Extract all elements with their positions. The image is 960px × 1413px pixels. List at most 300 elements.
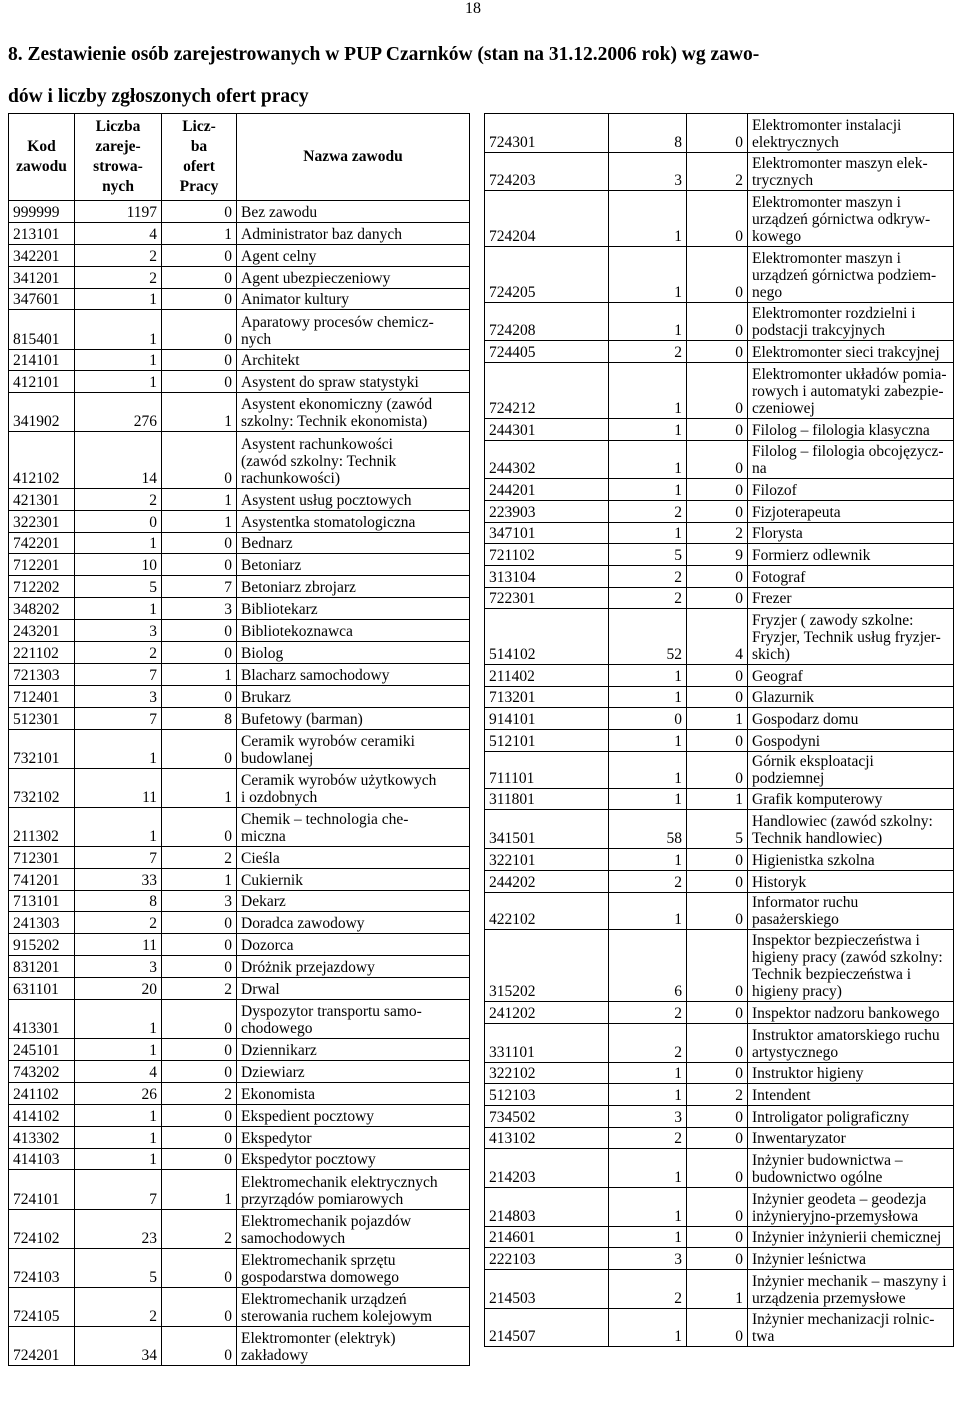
cell-code: 341501 <box>485 810 609 849</box>
cell-occupation-name: Ekonomista <box>237 1082 470 1104</box>
cell-occupation-name: Górnik eksploatacji podziemnej <box>748 751 954 788</box>
table-row <box>485 849 954 871</box>
table-row <box>485 587 954 609</box>
cell-code: 999999 <box>9 201 75 223</box>
table-row <box>485 1308 954 1347</box>
cell-offers: 0 <box>687 565 748 587</box>
cell-occupation-name: Asystent do spraw statystyki <box>237 371 470 393</box>
cell-code: 421301 <box>9 488 75 510</box>
cell-code: 713101 <box>9 890 75 912</box>
cell-offers: 0 <box>687 1105 748 1127</box>
cell-registered: 1 <box>75 1039 162 1061</box>
cell-registered: 2 <box>609 500 687 522</box>
cell-offers: 0 <box>162 729 237 768</box>
table-row <box>9 266 470 288</box>
table-row <box>9 222 470 244</box>
cell-code: 213101 <box>9 222 75 244</box>
table-row <box>9 1126 470 1148</box>
cell-offers: 2 <box>687 522 748 544</box>
table-row <box>485 363 954 419</box>
cell-offers: 1 <box>162 768 237 807</box>
cell-registered: 5 <box>609 544 687 566</box>
table-row <box>485 418 954 440</box>
table-row <box>9 641 470 663</box>
table-row <box>485 440 954 479</box>
cell-occupation-name: Asystentka stomatologiczna <box>237 510 470 532</box>
cell-occupation-name: Florysta <box>748 522 954 544</box>
cell-code: 732101 <box>9 729 75 768</box>
cell-code: 713201 <box>485 686 609 708</box>
cell-registered: 1 <box>75 807 162 846</box>
cell-code: 211402 <box>485 665 609 687</box>
page-title: 8. Zestawienie osób zarejestrowanych w PUP Czarnków (stan na 31.12.2006 rok) wg zawo- dów i liczby zgłoszonych ofert pracy <box>8 44 760 107</box>
cell-offers: 0 <box>687 1062 748 1084</box>
cell-registered: 1 <box>609 440 687 479</box>
cell-code: 348202 <box>9 598 75 620</box>
cell-offers: 0 <box>687 1248 748 1270</box>
table-row <box>485 810 954 849</box>
cell-code: 724201 <box>9 1326 75 1365</box>
cell-code: 724208 <box>485 302 609 341</box>
cell-code: 241102 <box>9 1082 75 1104</box>
cell-occupation-name: Elektromonter maszyn i urządzeń górnictwa podziem- nego <box>748 247 954 303</box>
cell-occupation-name: Bufetowy (barman) <box>237 707 470 729</box>
table-row <box>9 432 470 488</box>
cell-code: 322101 <box>485 849 609 871</box>
cell-offers: 0 <box>687 418 748 440</box>
cell-registered: 1 <box>609 418 687 440</box>
cell-code: 721303 <box>9 663 75 685</box>
cell-code: 512301 <box>9 707 75 729</box>
table-row <box>9 868 470 890</box>
cell-occupation-name: Ekspedytor <box>237 1126 470 1148</box>
cell-registered: 8 <box>609 114 687 153</box>
table-row <box>9 554 470 576</box>
cell-registered: 1 <box>75 598 162 620</box>
table-row <box>485 114 954 153</box>
cell-offers: 1 <box>687 1270 748 1309</box>
cell-occupation-name: Introligator poligraficzny <box>748 1105 954 1127</box>
cell-occupation-name: Ekspedient pocztowy <box>237 1104 470 1126</box>
cell-code: 724301 <box>485 114 609 153</box>
table-row <box>9 663 470 685</box>
cell-offers: 0 <box>162 807 237 846</box>
cell-occupation-name: Inspektor bezpieczeństwa i higieny pracy (zawód szkolny: Technik bezpieczeństwa i higieny pracy) <box>748 929 954 1002</box>
cell-code: 414102 <box>9 1104 75 1126</box>
cell-offers: 0 <box>687 587 748 609</box>
cell-occupation-name: Elektromonter (elektryk) zakładowy <box>237 1326 470 1365</box>
table-row <box>485 302 954 341</box>
header-row <box>9 114 470 201</box>
cell-code: 315202 <box>485 929 609 1002</box>
cell-offers: 0 <box>162 349 237 371</box>
cell-offers: 0 <box>162 912 237 934</box>
table-row <box>9 201 470 223</box>
cell-code: 712301 <box>9 846 75 868</box>
cell-offers: 0 <box>687 686 748 708</box>
cell-occupation-name: Fryzjer ( zawody szkolne: Fryzjer, Technik usług fryzjer- skich) <box>748 609 954 665</box>
cell-registered: 3 <box>609 1105 687 1127</box>
header-zarejestrowanych: Liczba zareje- strowa- nych <box>75 114 162 201</box>
cell-occupation-name: Asystent usług pocztowych <box>237 488 470 510</box>
cell-registered: 58 <box>609 810 687 849</box>
cell-offers: 3 <box>162 598 237 620</box>
cell-offers: 2 <box>162 846 237 868</box>
cell-occupation-name: Ceramik wyrobów ceramiki budowlanej <box>237 729 470 768</box>
occupation-table-right <box>484 113 954 1347</box>
cell-occupation-name: Betoniarz <box>237 554 470 576</box>
cell-registered: 1 <box>609 1084 687 1106</box>
cell-occupation-name: Elektromechanik elektrycznych przyrządów pomiarowych <box>237 1170 470 1209</box>
cell-occupation-name: Ceramik wyrobów użytkowych i ozdobnych <box>237 768 470 807</box>
cell-code: 722301 <box>485 587 609 609</box>
cell-occupation-name: Inżynier geodeta – geodezja inżynieryjno-przemysłowa <box>748 1188 954 1227</box>
cell-occupation-name: Dróżnik przejazdowy <box>237 956 470 978</box>
cell-occupation-name: Drwal <box>237 978 470 1000</box>
cell-registered: 7 <box>75 663 162 685</box>
cell-occupation-name: Fizjoterapeuta <box>748 500 954 522</box>
cell-offers: 7 <box>162 576 237 598</box>
cell-code: 413102 <box>485 1127 609 1149</box>
cell-registered: 34 <box>75 1326 162 1365</box>
table-row <box>485 341 954 363</box>
cell-registered: 1 <box>75 729 162 768</box>
cell-registered: 26 <box>75 1082 162 1104</box>
cell-registered: 1 <box>609 686 687 708</box>
cell-occupation-name: Asystent rachunkowości (zawód szkolny: Technik rachunkowości) <box>237 432 470 488</box>
cell-offers: 1 <box>162 663 237 685</box>
cell-registered: 276 <box>75 393 162 432</box>
cell-registered: 2 <box>75 244 162 266</box>
cell-registered: 6 <box>609 929 687 1002</box>
cell-occupation-name: Formierz odlewnik <box>748 544 954 566</box>
cell-code: 724101 <box>9 1170 75 1209</box>
cell-registered: 3 <box>609 1248 687 1270</box>
cell-occupation-name: Elektromechanik sprzętu gospodarstwa domowego <box>237 1248 470 1287</box>
cell-occupation-name: Inspektor nadzoru bankowego <box>748 1002 954 1024</box>
cell-code: 214507 <box>485 1308 609 1347</box>
cell-occupation-name: Instruktor amatorskiego ruchu artystycznego <box>748 1023 954 1062</box>
cell-code: 244202 <box>485 870 609 892</box>
cell-offers: 0 <box>687 751 748 788</box>
cell-offers: 2 <box>162 978 237 1000</box>
cell-registered: 2 <box>609 870 687 892</box>
cell-registered: 2 <box>75 1287 162 1326</box>
cell-code: 342201 <box>9 244 75 266</box>
cell-registered: 52 <box>609 609 687 665</box>
cell-code: 742201 <box>9 532 75 554</box>
cell-offers: 0 <box>687 479 748 501</box>
header-kod: Kod zawodu <box>9 114 75 201</box>
cell-code: 831201 <box>9 956 75 978</box>
table-row <box>9 956 470 978</box>
cell-offers: 0 <box>162 310 237 349</box>
cell-occupation-name: Chemik – technologia che- miczna <box>237 807 470 846</box>
cell-occupation-name: Elektromonter sieci trakcyjnej <box>748 341 954 363</box>
table-row <box>9 1082 470 1104</box>
cell-code: 724102 <box>9 1209 75 1248</box>
cell-offers: 0 <box>687 870 748 892</box>
cell-registered: 1 <box>609 730 687 752</box>
cell-offers: 0 <box>687 247 748 303</box>
cell-occupation-name: Elektromonter maszyn i urządzeń górnictwa odkryw- kowego <box>748 191 954 247</box>
cell-offers: 0 <box>687 341 748 363</box>
table-row <box>485 247 954 303</box>
table-row <box>9 807 470 846</box>
cell-offers: 0 <box>162 641 237 663</box>
cell-registered: 1 <box>75 288 162 310</box>
cell-code: 724205 <box>485 247 609 303</box>
table-row <box>485 929 954 1002</box>
cell-offers: 0 <box>162 685 237 707</box>
table-row <box>485 686 954 708</box>
header-nazwa: Nazwa zawodu <box>237 114 470 201</box>
cell-code: 413301 <box>9 1000 75 1039</box>
cell-registered: 1 <box>609 1062 687 1084</box>
cell-code: 347601 <box>9 288 75 310</box>
cell-offers: 2 <box>162 1209 237 1248</box>
table-row <box>9 532 470 554</box>
header-oferty: Licz- ba ofert Pracy <box>162 114 237 201</box>
table-row <box>9 1104 470 1126</box>
cell-occupation-name: Bez zawodu <box>237 201 470 223</box>
cell-registered: 1 <box>609 247 687 303</box>
cell-code: 412102 <box>9 432 75 488</box>
cell-registered: 2 <box>75 488 162 510</box>
cell-occupation-name: Intendent <box>748 1084 954 1106</box>
table-row <box>485 1084 954 1106</box>
cell-registered: 2 <box>609 587 687 609</box>
cell-code: 914101 <box>485 708 609 730</box>
cell-code: 214601 <box>485 1226 609 1248</box>
table-row <box>9 310 470 349</box>
table-row <box>485 708 954 730</box>
cell-occupation-name: Handlowiec (zawód szkolny: Technik handlowiec) <box>748 810 954 849</box>
cell-occupation-name: Filolog – filologia klasyczna <box>748 418 954 440</box>
cell-registered: 0 <box>609 708 687 730</box>
cell-offers: 0 <box>687 114 748 153</box>
cell-code: 214803 <box>485 1188 609 1227</box>
table-row <box>9 576 470 598</box>
cell-registered: 2 <box>75 266 162 288</box>
cell-occupation-name: Historyk <box>748 870 954 892</box>
cell-offers: 0 <box>687 500 748 522</box>
cell-offers: 0 <box>162 432 237 488</box>
cell-occupation-name: Blacharz samochodowy <box>237 663 470 685</box>
cell-code: 724203 <box>485 152 609 191</box>
cell-code: 724105 <box>9 1287 75 1326</box>
cell-registered: 4 <box>75 1061 162 1083</box>
cell-registered: 2 <box>609 1023 687 1062</box>
cell-code: 214101 <box>9 349 75 371</box>
occupation-table-left <box>8 113 470 1366</box>
cell-offers: 0 <box>687 302 748 341</box>
cell-offers: 0 <box>162 1061 237 1083</box>
table-row <box>485 788 954 810</box>
cell-occupation-name: Agent ubezpieczeniowy <box>237 266 470 288</box>
cell-occupation-name: Cukiernik <box>237 868 470 890</box>
cell-code: 712202 <box>9 576 75 598</box>
cell-registered: 2 <box>609 1002 687 1024</box>
cell-registered: 23 <box>75 1209 162 1248</box>
cell-registered: 1 <box>609 892 687 929</box>
cell-occupation-name: Aparatowy procesów chemicz- nych <box>237 310 470 349</box>
cell-occupation-name: Inżynier leśnictwa <box>748 1248 954 1270</box>
cell-code: 512101 <box>485 730 609 752</box>
cell-occupation-name: Dziennikarz <box>237 1039 470 1061</box>
cell-offers: 1 <box>162 1170 237 1209</box>
table-row <box>9 620 470 642</box>
table-row <box>485 1248 954 1270</box>
cell-code: 311801 <box>485 788 609 810</box>
cell-registered: 1 <box>609 849 687 871</box>
cell-occupation-name: Inwentaryzator <box>748 1127 954 1149</box>
cell-registered: 1 <box>75 349 162 371</box>
cell-occupation-name: Elektromechanik urządzeń sterowania ruchem kolejowym <box>237 1287 470 1326</box>
cell-occupation-name: Elektromechanik pojazdów samochodowych <box>237 1209 470 1248</box>
table-row <box>9 1326 470 1365</box>
cell-registered: 1 <box>609 665 687 687</box>
cell-registered: 10 <box>75 554 162 576</box>
cell-occupation-name: Inżynier inżynierii chemicznej <box>748 1226 954 1248</box>
table-row <box>485 1188 954 1227</box>
cell-code: 712401 <box>9 685 75 707</box>
table-row <box>485 1149 954 1188</box>
cell-offers: 0 <box>687 1308 748 1347</box>
cell-code: 313104 <box>485 565 609 587</box>
cell-occupation-name: Frezer <box>748 587 954 609</box>
table-row <box>485 751 954 788</box>
cell-registered: 14 <box>75 432 162 488</box>
cell-offers: 0 <box>687 849 748 871</box>
cell-occupation-name: Gospodarz domu <box>748 708 954 730</box>
cell-occupation-name: Filozof <box>748 479 954 501</box>
cell-registered: 1 <box>609 1149 687 1188</box>
cell-registered: 1 <box>609 191 687 247</box>
cell-occupation-name: Geograf <box>748 665 954 687</box>
cell-offers: 0 <box>162 956 237 978</box>
cell-code: 741201 <box>9 868 75 890</box>
cell-offers: 9 <box>687 544 748 566</box>
cell-occupation-name: Biolog <box>237 641 470 663</box>
cell-occupation-name: Instruktor higieny <box>748 1062 954 1084</box>
cell-code: 322102 <box>485 1062 609 1084</box>
table-row <box>9 1061 470 1083</box>
cell-code: 347101 <box>485 522 609 544</box>
table-row <box>485 1105 954 1127</box>
table-row <box>485 544 954 566</box>
table-row <box>9 1148 470 1170</box>
table-row <box>485 892 954 929</box>
cell-occupation-name: Elektromonter maszyn elek- trycznych <box>748 152 954 191</box>
cell-occupation-name: Inżynier mechanizacji rolnic- twa <box>748 1308 954 1347</box>
cell-occupation-name: Administrator baz danych <box>237 222 470 244</box>
cell-registered: 7 <box>75 846 162 868</box>
cell-offers: 0 <box>687 1023 748 1062</box>
cell-offers: 0 <box>162 1326 237 1365</box>
table-row <box>9 1170 470 1209</box>
table-row <box>9 349 470 371</box>
cell-offers: 0 <box>162 1287 237 1326</box>
cell-occupation-name: Elektromonter rozdzielni i podstacji trakcyjnych <box>748 302 954 341</box>
table-row <box>9 244 470 266</box>
cell-occupation-name: Brukarz <box>237 685 470 707</box>
cell-offers: 0 <box>162 532 237 554</box>
cell-offers: 0 <box>687 1188 748 1227</box>
cell-registered: 11 <box>75 934 162 956</box>
table-row <box>485 152 954 191</box>
table-row <box>485 1023 954 1062</box>
cell-code: 241303 <box>9 912 75 934</box>
cell-registered: 1 <box>75 532 162 554</box>
cell-registered: 1 <box>75 310 162 349</box>
cell-offers: 0 <box>162 554 237 576</box>
cell-occupation-name: Dozorca <box>237 934 470 956</box>
cell-registered: 3 <box>609 152 687 191</box>
cell-occupation-name: Gospodyni <box>748 730 954 752</box>
cell-offers: 0 <box>687 191 748 247</box>
cell-registered: 5 <box>75 576 162 598</box>
table-row <box>9 912 470 934</box>
table-row <box>485 191 954 247</box>
table-row <box>485 522 954 544</box>
table-row <box>485 1270 954 1309</box>
cell-code: 734502 <box>485 1105 609 1127</box>
cell-offers: 0 <box>687 1226 748 1248</box>
cell-registered: 8 <box>75 890 162 912</box>
cell-offers: 8 <box>162 707 237 729</box>
cell-occupation-name: Betoniarz zbrojarz <box>237 576 470 598</box>
table-row <box>9 846 470 868</box>
cell-offers: 0 <box>687 1002 748 1024</box>
cell-code: 221102 <box>9 641 75 663</box>
cell-code: 631101 <box>9 978 75 1000</box>
cell-code: 244302 <box>485 440 609 479</box>
cell-registered: 1 <box>75 1104 162 1126</box>
cell-registered: 1 <box>609 1226 687 1248</box>
cell-occupation-name: Bibliotekoznawca <box>237 620 470 642</box>
table-row <box>9 288 470 310</box>
table-row <box>485 609 954 665</box>
cell-occupation-name: Bibliotekarz <box>237 598 470 620</box>
cell-occupation-name: Dziewiarz <box>237 1061 470 1083</box>
table-row <box>9 598 470 620</box>
cell-code: 732102 <box>9 768 75 807</box>
table-row <box>9 1248 470 1287</box>
table-row <box>485 1226 954 1248</box>
cell-code: 241202 <box>485 1002 609 1024</box>
cell-occupation-name: Bednarz <box>237 532 470 554</box>
cell-offers: 0 <box>162 1248 237 1287</box>
cell-offers: 0 <box>162 1000 237 1039</box>
cell-offers: 0 <box>687 929 748 1002</box>
cell-offers: 2 <box>162 1082 237 1104</box>
cell-code: 412101 <box>9 371 75 393</box>
table-row <box>9 978 470 1000</box>
table-row <box>9 488 470 510</box>
cell-code: 711101 <box>485 751 609 788</box>
cell-registered: 7 <box>75 1170 162 1209</box>
table-row <box>9 393 470 432</box>
cell-offers: 1 <box>162 510 237 532</box>
cell-offers: 0 <box>162 1104 237 1126</box>
cell-offers: 0 <box>687 730 748 752</box>
table-row <box>485 665 954 687</box>
cell-registered: 20 <box>75 978 162 1000</box>
table-row <box>9 371 470 393</box>
cell-occupation-name: Filolog – filologia obcojęzycz- na <box>748 440 954 479</box>
table-row <box>485 870 954 892</box>
